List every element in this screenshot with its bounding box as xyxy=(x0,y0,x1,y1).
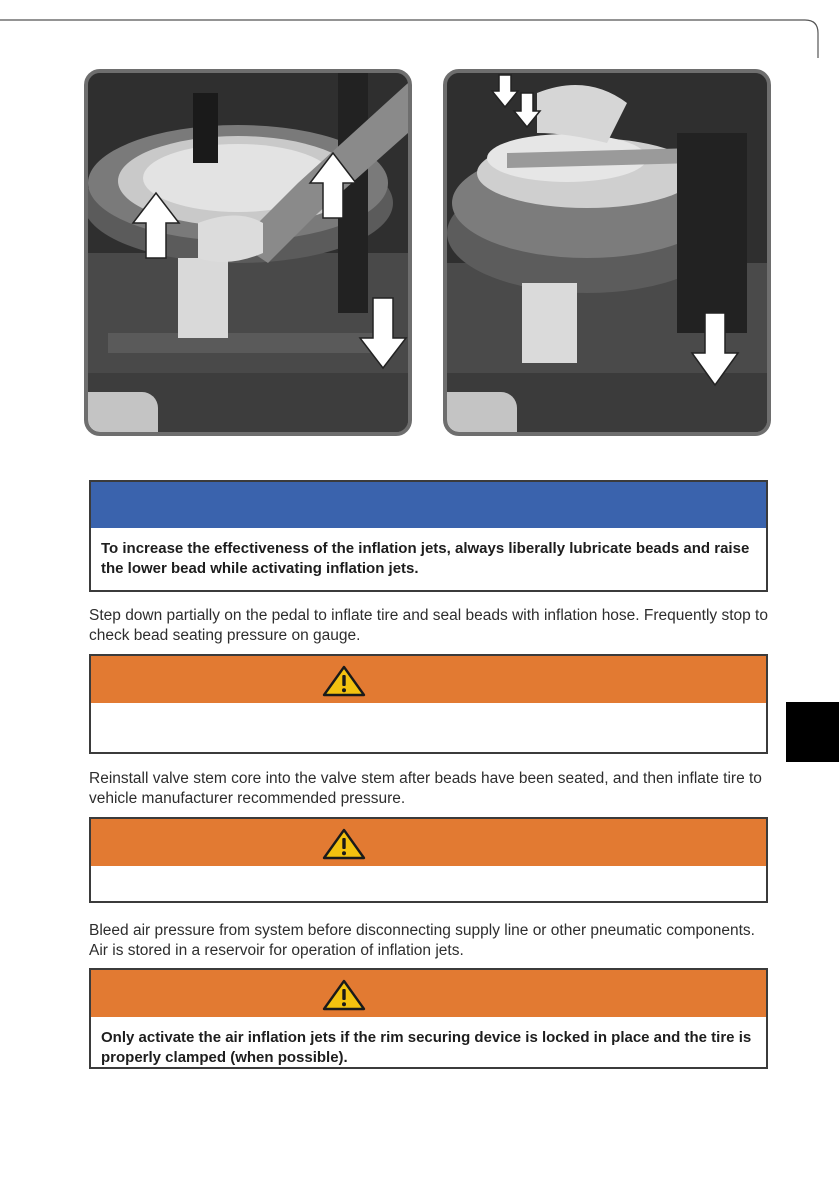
warning-box-3 xyxy=(89,968,768,1069)
warning-box-2-text xyxy=(91,866,766,887)
paragraph-bleed-air: Bleed air pressure from system before disconnecting supply line or other pneumatic components. Air is stored in a reservoir for operation of inflation jets. xyxy=(89,922,755,959)
chapter-side-tab xyxy=(786,702,839,762)
warning-box-1 xyxy=(89,654,768,754)
note-box-text: To increase the effectiveness of the inflation jets, always liberally lubricate beads and raise the lower bead while activating inflation jets. xyxy=(101,540,750,577)
warning-triangle-icon xyxy=(322,828,366,860)
figure-right-photo xyxy=(443,69,771,436)
paragraph-inflate-seal: Step down partially on the pedal to inflate tire and seal beads with inflation hose. Frequently stop to check bead seating pressure on gauge. xyxy=(89,607,768,644)
warning-box-2 xyxy=(89,817,768,903)
warning-box-1-header xyxy=(91,656,766,703)
figure-left-photo xyxy=(84,69,412,436)
note-box-header xyxy=(91,482,766,528)
warning-box-3-header xyxy=(91,970,766,1017)
paragraph-valve-core: Reinstall valve stem core into the valve stem after beads have been seated, and then inflate tire to vehicle manufacturer recommended pressure. xyxy=(89,770,762,807)
warning-box-1-text xyxy=(91,703,766,724)
figure-right-label-tab xyxy=(445,392,517,434)
warning-triangle-icon xyxy=(322,665,366,697)
warning-box-3-text: Only activate the air inflation jets if the rim securing device is locked in place and the tire is properly clamped (when possible). xyxy=(101,1029,752,1066)
warning-triangle-icon xyxy=(322,979,366,1011)
note-box xyxy=(89,480,768,592)
warning-box-2-header xyxy=(91,819,766,866)
figure-left-label-tab xyxy=(86,392,158,434)
